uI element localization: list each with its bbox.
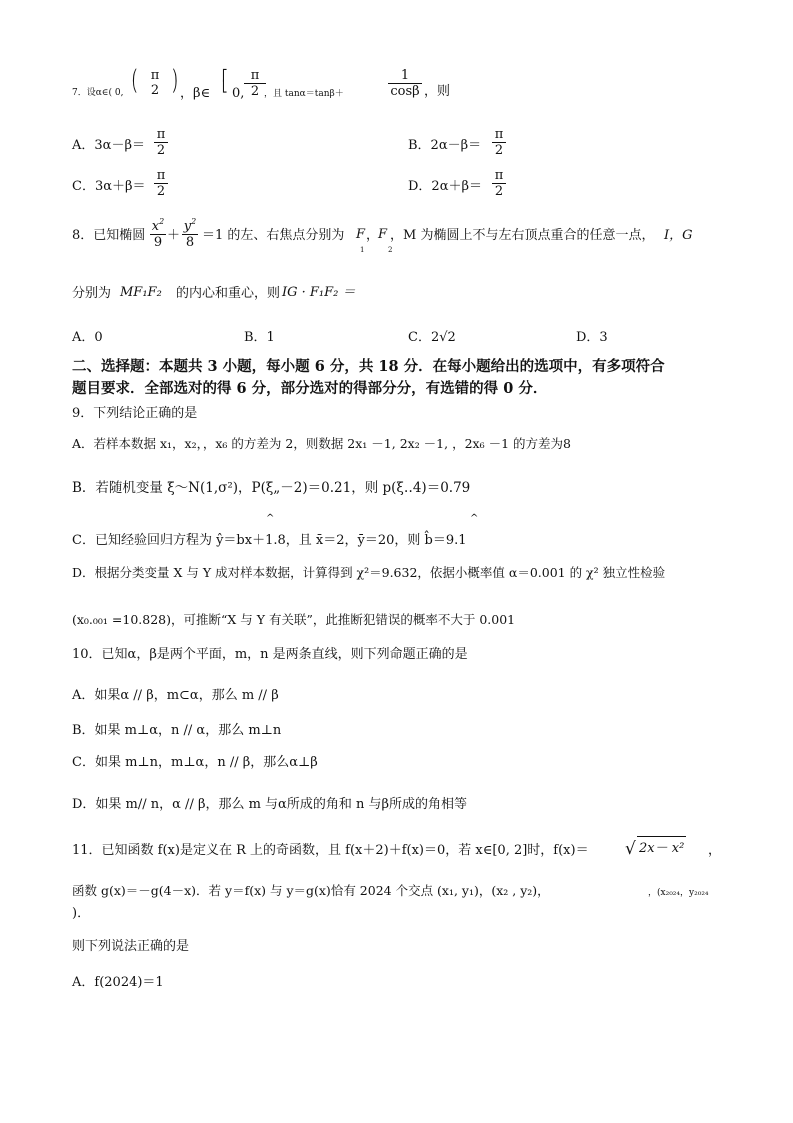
q7-frac-c-num: 1 <box>400 68 410 83</box>
q7-option-a: A．3α－β＝ <box>72 138 145 153</box>
section-heading-line1: 二、选择题：本题共 3 小题，每小题 6 分，共 18 分．在每小题给出的选项中，有多项符合 <box>72 358 665 375</box>
q8-option-b: B．1 <box>244 330 275 345</box>
q11-sqrt-body: 2x－ x² <box>637 836 686 857</box>
q9-option-b: B．若随机变量 ξ～N(1,σ²)，P(ξ„－2)＝0.21，则 p(ξ‥4)＝0.79 <box>72 480 471 496</box>
q11-ask: 则下列说法正确的是 <box>72 939 190 954</box>
q8-sub2: 2 <box>388 246 393 254</box>
q9-option-d-line1: D．根据分类变量 X 与 Y 成对样本数据，计算得到 χ²＝9.632，依据小概率值 α＝0.001 的 χ² 独立性检验 <box>72 565 666 580</box>
q11-stem-line1-end: ， <box>708 843 722 858</box>
q8-x-sq: 2 <box>159 217 165 226</box>
q7-option-b: B．2α－β＝ <box>408 138 482 153</box>
q7-stem-a: 7．设α∈( 0, <box>72 88 124 98</box>
q7-beta-in: ，β∈ <box>180 86 211 101</box>
q8-frac-x <box>150 217 166 234</box>
q8-line2b: 的内心和重心，则 <box>176 286 281 301</box>
q8-triangle: MF₁F₂ <box>120 285 162 300</box>
q10-stem: 10．已知α，β是两个平面，m，n 是两条直线，则下列命题正确的是 <box>72 647 468 662</box>
q8-y: y <box>183 219 192 234</box>
q8-plus: ＋ <box>167 228 181 243</box>
q8-frac-y <box>182 217 198 234</box>
q7-paren-left: ⎛ ⎝ <box>132 69 138 93</box>
q8-stem-b: ，M 为椭圆上不与左右顶点重合的任意一点， <box>390 228 655 243</box>
q7-option-c: C．3α＋β＝ <box>72 179 146 194</box>
q8-stem-a: 8．已知椭圆 <box>72 228 146 243</box>
q7-option-d-num: π <box>494 168 504 183</box>
q7-bracket-left: ⎡ ⎣ <box>222 69 228 93</box>
q8-frac-nine: 9 <box>153 235 163 250</box>
q7-option-b-den: 2 <box>494 143 504 158</box>
q8-option-c: C．2√2 <box>408 330 456 345</box>
q7-then: ，则 <box>424 84 451 99</box>
q8-comma: ， <box>366 228 380 243</box>
q7-option-d-den: 2 <box>494 184 504 199</box>
q7-option-a-frac <box>154 127 168 158</box>
section-heading-line2: 题目要求．全部选对的得 6 分，部分选对的得部分分，有选错的得 0 分． <box>72 380 548 397</box>
q11-stem-line2-end: ，(x₂₀₂₄，y₂₀₂₄ <box>648 888 709 898</box>
q7-frac-b-num: π <box>250 68 260 83</box>
q7-option-c-den: 2 <box>156 184 166 199</box>
q8-option-a: A．0 <box>72 330 103 345</box>
q7-option-d: D．2α＋β＝ <box>408 179 482 194</box>
q7-option-b-frac <box>492 127 506 158</box>
q9-stem: 9．下列结论正确的是 <box>72 406 198 421</box>
q8-frac-y2-8 <box>182 217 198 250</box>
q11-stem-line1: 11．已知函数 f(x)是定义在 R 上的奇函数，且 f(x＋2)＋f(x)＝0，若 x∈[0, 2]时，f(x)＝ <box>72 843 589 858</box>
q10-option-b: B．如果 m⊥α，n // α，那么 m⊥n <box>72 723 282 738</box>
q7-paren-right: ⎞ ⎠ <box>172 69 178 93</box>
q8-frac-x2-9 <box>150 217 166 250</box>
q7-frac-b-den: 2 <box>250 84 260 99</box>
q11-sqrt-sign: √ <box>625 839 636 859</box>
q7-condition: ，且 tanα＝tanβ＋ <box>264 89 344 99</box>
q9-option-d-line2: (x₀.₀₀₁ =10.828)，可推断“X 与 Y 有关联”，此推断犯错误的概率不大于 0.001 <box>72 612 516 627</box>
q8-line2: 分别为 <box>72 286 112 301</box>
q7-option-d-frac <box>492 168 506 199</box>
q9-option-a: A．若样本数据 x₁，x₂，，x₆ 的方差为 2，则数据 2x₁ －1, 2x₂ －1, ，2x₆ －1 的方差为8 <box>72 436 571 451</box>
q8-expr: IG · F₁F₂ ＝ <box>282 285 356 300</box>
q7-option-c-num: π <box>156 168 166 183</box>
q7-option-a-den: 2 <box>156 143 166 158</box>
q8-x: x <box>151 219 160 234</box>
q7-frac-1-cosb <box>388 68 422 99</box>
q8-eq: ＝1 的左、右焦点分别为 <box>202 228 345 243</box>
q7-frac-a-den: 2 <box>150 83 160 98</box>
q8-y-sq: 2 <box>191 217 197 226</box>
q8-sub1: 1 <box>360 246 365 254</box>
q11-sqrt-expr <box>637 836 686 857</box>
q8-frac-eight: 8 <box>185 235 195 250</box>
q9-hat-bhat: ^ <box>470 513 479 524</box>
q8-f1: F <box>356 227 366 242</box>
q7-frac-c-den: cosβ <box>390 84 420 99</box>
q8-f2: F <box>378 227 388 242</box>
q7-option-c-frac <box>154 168 168 199</box>
q7-zero: 0, <box>232 86 245 101</box>
q7-option-a-num: π <box>156 127 166 142</box>
q8-option-d: D．3 <box>576 330 608 345</box>
q9-option-c: C．已知经验回归方程为 ŷ＝bx＋1.8，且 x̄＝2，ȳ＝20，则 b̂＝9.1 <box>72 533 467 548</box>
q10-option-c: C．如果 m⊥n，m⊥α，n // β，那么α⊥β <box>72 755 318 770</box>
q7-option-b-num: π <box>494 127 504 142</box>
q11-stem-line3: )． <box>72 906 91 921</box>
q7-frac-pi2-b <box>244 68 266 99</box>
q7-frac-a-num: π <box>150 68 160 83</box>
q8-ig: I，G <box>664 228 693 243</box>
q7-frac-pi2-a <box>140 68 170 98</box>
q11-stem-line2: 函数 g(x)＝－g(4－x)．若 y＝f(x) 与 y＝g(x)恰有 2024 个交点 (x₁, y₁)，(x₂ , y₂)， <box>72 883 550 898</box>
q11-option-a: A．f(2024)＝1 <box>72 975 164 990</box>
q9-hat-b: ^ <box>266 513 275 524</box>
q10-option-d: D．如果 m// n，α // β，那么 m 与α所成的角和 n 与β所成的角相等 <box>72 797 467 812</box>
q10-option-a: A．如果α // β，m⊂α，那么 m // β <box>72 688 279 703</box>
